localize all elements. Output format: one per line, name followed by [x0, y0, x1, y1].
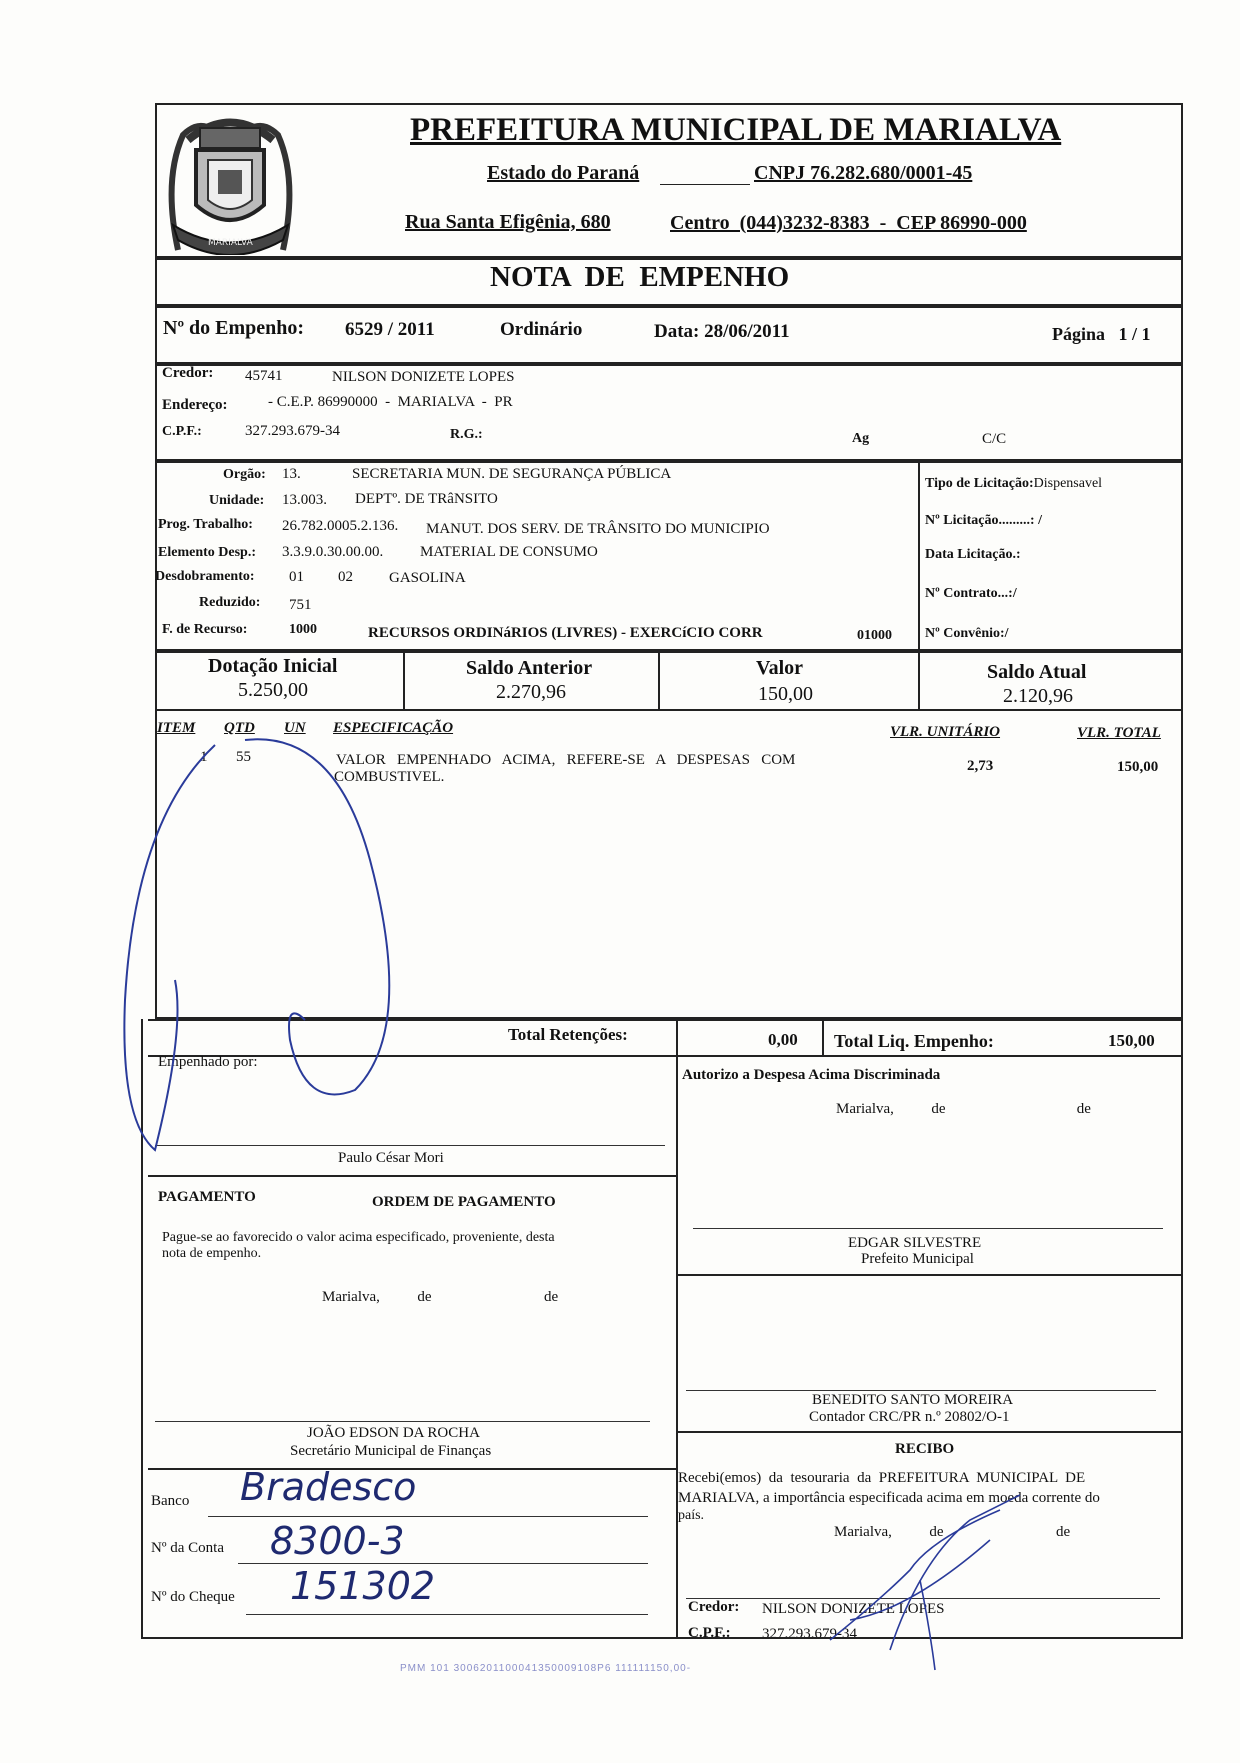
pagamento-place-date: Marialva, de de — [322, 1289, 559, 1305]
header-state: Estado do Paraná — [487, 162, 640, 184]
credor-code: 45741 — [245, 368, 283, 384]
cpf-label: C.P.F.: — [162, 424, 202, 439]
document-right-line — [1181, 1019, 1183, 1637]
header-cnpj: CNPJ 76.282.680/0001-45 — [754, 162, 973, 184]
item-number: 1 — [200, 749, 208, 765]
cheque-label: Nº do Cheque — [151, 1589, 235, 1605]
total-retencoes-value: 0,00 — [768, 1030, 798, 1049]
licitacao-tipo-label: Tipo de Licitação: — [925, 476, 1034, 491]
item-vlr-unit: 2,73 — [967, 758, 994, 774]
unidade-label: Unidade: — [209, 493, 265, 508]
saldo-value-anterior: 2.270,96 — [496, 681, 566, 703]
pagamento-signer-role: Secretário Municipal de Finanças — [290, 1443, 492, 1459]
pagamento-top-line — [148, 1175, 676, 1177]
recurso-num: 01000 — [857, 628, 892, 643]
total-liquido-value: 150,00 — [1108, 1031, 1155, 1050]
conta-label: Nº da Conta — [151, 1540, 224, 1556]
saldo-divider-2 — [658, 651, 660, 711]
header-district-phone-cep: Centro (044)3232-8383 - CEP 86990-000 — [670, 212, 1027, 234]
pagamento-text-line2: nota de empenho. — [162, 1246, 262, 1261]
unidade-name: DEPTº. DE TRâNSITO — [355, 491, 498, 507]
licitacao-tipo — [925, 477, 1102, 491]
credor-name: NILSON DONIZETE LOPES — [332, 369, 515, 385]
licitacao-convenio: Nº Convênio:/ — [925, 626, 1009, 641]
recurso-name: RECURSOS ORDINáRIOS (LIVRES) - EXERCíCIO CORR — [368, 625, 763, 641]
empenhado-label: Empenhado por: — [158, 1054, 258, 1070]
cpf-value: 327.293.679-34 — [245, 423, 340, 439]
credor-label: Credor: — [162, 365, 214, 381]
recibo-text-line3: país. — [678, 1508, 705, 1523]
banco-line — [208, 1516, 648, 1517]
credor-box — [155, 364, 1183, 461]
rg-label: R.G.: — [450, 427, 483, 442]
saldo-label-valor: Valor — [756, 657, 804, 679]
recibo-credor-name: NILSON DONIZETE LOPES — [762, 1601, 945, 1617]
recibo-title: RECIBO — [895, 1441, 955, 1457]
contador-role: Contador CRC/PR n.º 20802/O-1 — [809, 1409, 1010, 1425]
orgao-label: Orgão: — [223, 467, 266, 482]
item-vlr-total: 150,00 — [1117, 759, 1159, 775]
pagamento-label: PAGAMENTO — [158, 1189, 256, 1205]
saldo-label-dotacao: Dotação Inicial — [208, 655, 338, 677]
recibo-text-line1: Recebi(emos) da tesouraria da PREFEITURA MUNICIPAL DE — [678, 1470, 1086, 1486]
col-header-qtd: QTD — [224, 720, 255, 736]
autorizo-label: Autorizo a Despesa Acima Discriminada — [682, 1067, 941, 1083]
unidade-code: 13.003. — [282, 492, 327, 508]
prog-name: MANUT. DOS SERV. DE TRÂNSITO DO MUNICIPIO — [426, 521, 770, 537]
cheque-line — [246, 1614, 648, 1615]
header-address: Rua Santa Efigênia, 680 — [405, 211, 611, 233]
desdob-label: Desdobramento: — [155, 569, 255, 584]
desdob-code2: 02 — [338, 569, 353, 585]
footer-code: PMM 101 3006201100041350009108P6 111111150,00- — [400, 1663, 692, 1674]
desdob-code1: 01 — [289, 569, 304, 585]
contador-sign-line — [686, 1390, 1156, 1391]
saldo-value-dotacao: 5.250,00 — [238, 679, 308, 701]
orgao-name: SECRETARIA MUN. DE SEGURANÇA PÚBLICA — [352, 466, 672, 482]
total-retencoes-label: Total Retenções: — [508, 1025, 628, 1044]
empenho-type: Ordinário — [500, 319, 583, 340]
ordem-pagamento-label: ORDEM DE PAGAMENTO — [372, 1194, 556, 1210]
item-qtd: 55 — [236, 749, 251, 765]
pagamento-sign-line — [155, 1421, 650, 1422]
recibo-top-line — [676, 1431, 1183, 1433]
header-state-line — [660, 184, 750, 185]
recurso-label: F. de Recurso: — [162, 622, 248, 637]
recibo-cpf-value: 327.293.679-34 — [762, 1626, 857, 1642]
empenho-label: Nº do Empenho: — [163, 317, 305, 339]
header-title: PREFEITURA MUNICIPAL DE MARIALVA — [410, 112, 1062, 148]
totals-divider-1 — [676, 1019, 678, 1057]
recibo-cpf-label: C.P.F.: — [688, 1625, 731, 1641]
saldo-label-anterior: Saldo Anterior — [466, 657, 593, 679]
endereco-label: Endereço: — [162, 397, 228, 413]
autorizo-signer-name: EDGAR SILVESTRE — [848, 1235, 982, 1251]
licitacao-tipo-value: Dispensavel — [1033, 476, 1103, 491]
lower-divider — [676, 1057, 678, 1637]
col-header-vlr-total: VLR. TOTAL — [1077, 725, 1161, 741]
recibo-credor-label: Credor: — [688, 1599, 740, 1615]
banco-label: Banco — [151, 1493, 190, 1509]
totals-divider-2 — [822, 1019, 824, 1057]
empenho-date: Data: 28/06/2011 — [654, 321, 790, 342]
item-espec-line1: VALOR EMPENHADO ACIMA, REFERE-SE A DESPESAS COM — [336, 752, 796, 768]
autorizo-sign-line — [693, 1228, 1163, 1229]
banco-value-handwritten: Bradesco — [240, 1465, 417, 1509]
cheque-value-handwritten: 151302 — [290, 1564, 436, 1608]
desdob-name: GASOLINA — [389, 570, 466, 586]
recurso-code: 1000 — [289, 622, 317, 637]
recibo-text-line2: MARIALVA, a importância especificada acima em moeda corrente do — [678, 1490, 1100, 1506]
conta-value-handwritten: 8300-3 — [270, 1519, 405, 1563]
orgao-code: 13. — [282, 466, 301, 482]
contador-name: BENEDITO SANTO MOREIRA — [812, 1392, 1014, 1408]
doc-title: NOTA DE EMPENHO — [490, 261, 790, 293]
saldo-label-atual: Saldo Atual — [987, 661, 1087, 683]
item-espec-line2: COMBUSTIVEL. — [334, 769, 445, 785]
saldo-value-atual: 2.120,96 — [1003, 685, 1073, 707]
col-header-espec: ESPECIFICAÇÃO — [333, 720, 454, 736]
licitacao-data: Data Licitação.: — [925, 547, 1021, 562]
prog-label: Prog. Trabalho: — [158, 517, 253, 532]
elemento-label: Elemento Desp.: — [158, 545, 256, 560]
endereco-value: - C.E.P. 86990000 - MARIALVA - PR — [268, 394, 513, 410]
saldo-divider-3 — [918, 651, 920, 711]
autorizo-place-date: Marialva, de de — [836, 1101, 1091, 1117]
crest-motto: MARIALVA — [208, 238, 253, 248]
ag-label: Ag — [852, 431, 870, 446]
recibo-place-date: Marialva, de de — [834, 1524, 1071, 1540]
licitacao-numero: Nº Licitação.........: / — [925, 513, 1042, 528]
licitacao-contrato: Nº Contrato...:/ — [925, 586, 1017, 601]
pen-mark-oval — [115, 700, 435, 1160]
col-header-un: UN — [284, 720, 306, 736]
col-header-item: ITEM — [157, 720, 196, 736]
empenhado-signer: Paulo César Mori — [338, 1150, 444, 1166]
pagamento-signer-name: JOÃO EDSON DA ROCHA — [307, 1425, 480, 1441]
cc-label: C/C — [982, 431, 1007, 447]
reduzido-value: 751 — [289, 597, 312, 613]
elemento-name: MATERIAL DE CONSUMO — [420, 544, 598, 560]
autorizo-bottom-line — [676, 1274, 1183, 1276]
recibo-signature — [820, 1480, 1040, 1680]
col-header-vlr-unit: VLR. UNITÁRIO — [890, 724, 1001, 740]
empenho-page: Página 1 / 1 — [1052, 324, 1151, 344]
dotacao-divider — [918, 461, 920, 651]
pagamento-text-line1: Pague-se ao favorecido o valor acima especificado, proveniente, desta — [162, 1230, 555, 1245]
saldo-value-valor: 150,00 — [758, 683, 813, 705]
elemento-code: 3.3.9.0.30.00.00. — [282, 544, 384, 560]
empenho-number: 6529 / 2011 — [345, 319, 435, 340]
prog-code: 26.782.0005.2.136. — [282, 518, 399, 534]
total-liquido-label: Total Liq. Empenho: — [834, 1031, 994, 1051]
municipal-crest-icon — [158, 100, 303, 255]
autorizo-signer-role: Prefeito Municipal — [861, 1251, 974, 1267]
reduzido-label: Reduzido: — [199, 595, 261, 610]
